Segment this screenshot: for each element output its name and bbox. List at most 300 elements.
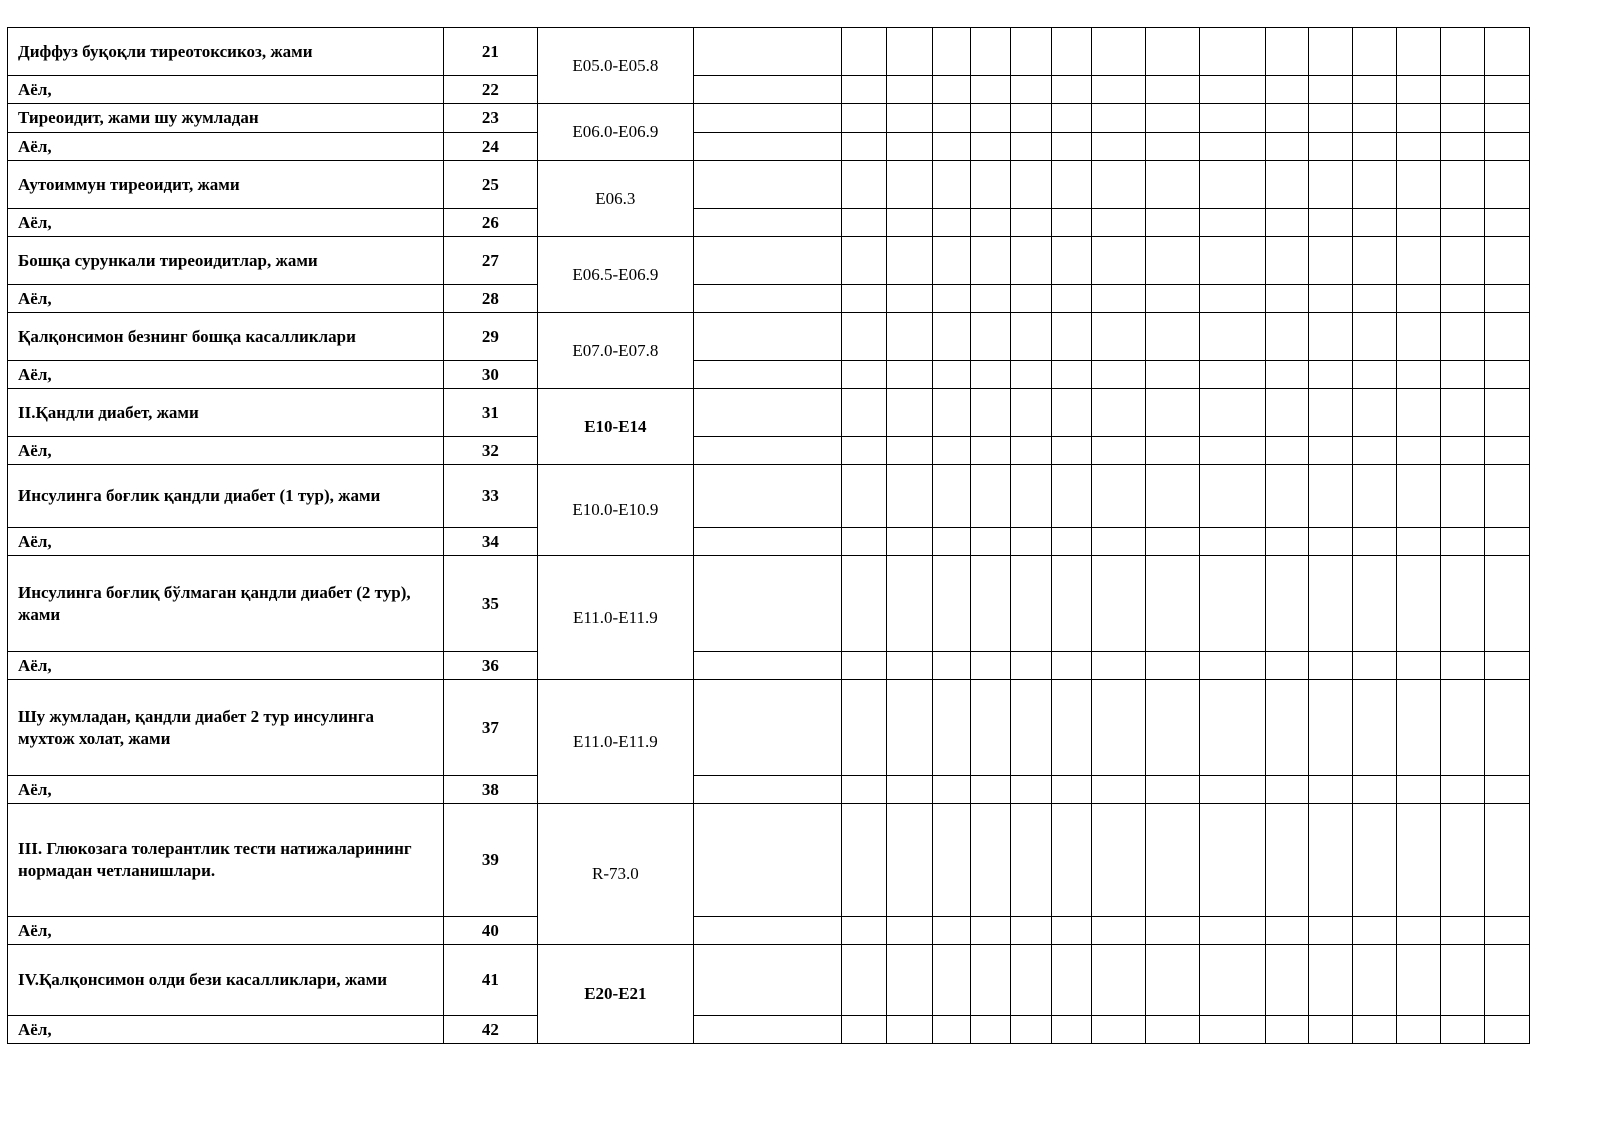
empty-data-cell	[1092, 528, 1146, 556]
empty-data-cell	[1309, 465, 1353, 528]
empty-data-cell	[841, 556, 886, 652]
empty-data-cell	[1353, 361, 1397, 389]
empty-data-cell	[1265, 209, 1309, 237]
empty-data-cell	[1397, 76, 1441, 104]
empty-data-cell	[932, 556, 970, 652]
empty-data-cell	[1052, 804, 1092, 917]
table-row	[8, 528, 1530, 556]
empty-data-cell	[1397, 361, 1441, 389]
row-number-cell: 40	[443, 917, 537, 945]
table-row	[8, 680, 1530, 776]
empty-data-cell	[1052, 104, 1092, 133]
empty-data-cell	[1353, 285, 1397, 313]
empty-data-cell	[1484, 104, 1529, 133]
empty-data-cell	[1146, 776, 1200, 804]
empty-data-cell	[932, 917, 970, 945]
row-number-cell: 29	[443, 313, 537, 361]
empty-data-cell	[1200, 465, 1265, 528]
empty-data-cell	[1092, 313, 1146, 361]
empty-data-cell	[1052, 361, 1092, 389]
empty-data-cell	[970, 680, 1011, 776]
empty-data-cell	[1052, 465, 1092, 528]
empty-data-cell	[932, 1016, 970, 1044]
table-row	[8, 917, 1530, 945]
empty-data-cell	[1011, 104, 1052, 133]
empty-data-cell	[1441, 652, 1485, 680]
empty-data-cell	[1092, 945, 1146, 1016]
table-row	[8, 652, 1530, 680]
empty-data-cell	[1309, 804, 1353, 917]
table-row	[8, 161, 1530, 209]
empty-data-cell	[1353, 161, 1397, 209]
empty-data-cell	[1146, 285, 1200, 313]
empty-data-cell	[1441, 1016, 1485, 1044]
empty-data-cell	[1011, 776, 1052, 804]
empty-data-cell	[932, 528, 970, 556]
empty-data-cell	[886, 776, 932, 804]
empty-data-cell	[1265, 1016, 1309, 1044]
empty-data-cell	[1265, 528, 1309, 556]
empty-data-cell	[1052, 237, 1092, 285]
row-name-cell: IV.Қалқонсимон олди бези касалликлари, жами	[8, 945, 444, 1016]
empty-data-cell	[1484, 361, 1529, 389]
empty-data-cell	[1265, 28, 1309, 76]
row-number-cell: 32	[443, 437, 537, 465]
row-number-cell: 35	[443, 556, 537, 652]
empty-data-cell	[1146, 528, 1200, 556]
empty-data-cell	[1200, 133, 1265, 161]
row-name-cell: Шу жумладан, қандли диабет 2 тур инсулинга мухтож холат, жами	[8, 680, 444, 776]
empty-data-cell	[841, 389, 886, 437]
table-row	[8, 28, 1530, 76]
row-number-cell: 23	[443, 104, 537, 133]
empty-data-cell	[1397, 313, 1441, 361]
empty-data-cell	[1441, 804, 1485, 917]
empty-data-cell	[1353, 652, 1397, 680]
empty-data-cell	[1200, 1016, 1265, 1044]
empty-data-cell	[1309, 556, 1353, 652]
empty-data-cell	[693, 161, 841, 209]
empty-data-cell	[886, 804, 932, 917]
icd-code-cell: E06.0-E06.9	[537, 104, 693, 161]
empty-data-cell	[1146, 104, 1200, 133]
empty-data-cell	[1397, 161, 1441, 209]
empty-data-cell	[1353, 804, 1397, 917]
empty-data-cell	[1441, 133, 1485, 161]
row-name-cell: Аутоиммун тиреоидит, жами	[8, 161, 444, 209]
empty-data-cell	[886, 313, 932, 361]
empty-data-cell	[1052, 313, 1092, 361]
empty-data-cell	[1200, 161, 1265, 209]
empty-data-cell	[841, 28, 886, 76]
icd-code-cell: E06.3	[537, 161, 693, 237]
empty-data-cell	[1441, 161, 1485, 209]
empty-data-cell	[1484, 133, 1529, 161]
empty-data-cell	[970, 285, 1011, 313]
empty-data-cell	[1484, 680, 1529, 776]
empty-data-cell	[1353, 556, 1397, 652]
empty-data-cell	[1052, 133, 1092, 161]
empty-data-cell	[1200, 285, 1265, 313]
empty-data-cell	[1484, 945, 1529, 1016]
empty-data-cell	[1397, 285, 1441, 313]
empty-data-cell	[1353, 945, 1397, 1016]
empty-data-cell	[1397, 133, 1441, 161]
row-number-cell: 25	[443, 161, 537, 209]
empty-data-cell	[1484, 1016, 1529, 1044]
empty-data-cell	[841, 76, 886, 104]
empty-data-cell	[1441, 209, 1485, 237]
empty-data-cell	[1011, 528, 1052, 556]
empty-data-cell	[1265, 76, 1309, 104]
empty-data-cell	[1146, 389, 1200, 437]
table-row	[8, 361, 1530, 389]
empty-data-cell	[1484, 917, 1529, 945]
icd-code-cell: E07.0-E07.8	[537, 313, 693, 389]
row-name-cell: Тиреоидит, жами шу жумладан	[8, 104, 444, 133]
empty-data-cell	[932, 133, 970, 161]
icd-code-cell: R-73.0	[537, 804, 693, 945]
empty-data-cell	[1092, 389, 1146, 437]
empty-data-cell	[693, 1016, 841, 1044]
empty-data-cell	[1052, 437, 1092, 465]
empty-data-cell	[1353, 465, 1397, 528]
empty-data-cell	[1265, 285, 1309, 313]
empty-data-cell	[932, 680, 970, 776]
empty-data-cell	[1397, 680, 1441, 776]
empty-data-cell	[1441, 680, 1485, 776]
empty-data-cell	[1397, 804, 1441, 917]
empty-data-cell	[886, 437, 932, 465]
empty-data-cell	[841, 437, 886, 465]
empty-data-cell	[841, 652, 886, 680]
empty-data-cell	[1146, 917, 1200, 945]
empty-data-cell	[1353, 776, 1397, 804]
empty-data-cell	[970, 556, 1011, 652]
empty-data-cell	[1265, 652, 1309, 680]
empty-data-cell	[1309, 652, 1353, 680]
empty-data-cell	[1052, 209, 1092, 237]
empty-data-cell	[1092, 237, 1146, 285]
empty-data-cell	[970, 1016, 1011, 1044]
row-name-cell: Аёл,	[8, 528, 444, 556]
empty-data-cell	[1265, 776, 1309, 804]
empty-data-cell	[1309, 133, 1353, 161]
empty-data-cell	[1441, 917, 1485, 945]
empty-data-cell	[1011, 237, 1052, 285]
empty-data-cell	[886, 389, 932, 437]
empty-data-cell	[1309, 285, 1353, 313]
empty-data-cell	[1200, 556, 1265, 652]
empty-data-cell	[1484, 313, 1529, 361]
empty-data-cell	[1265, 313, 1309, 361]
row-number-cell: 26	[443, 209, 537, 237]
empty-data-cell	[970, 104, 1011, 133]
table-row	[8, 285, 1530, 313]
empty-data-cell	[1146, 133, 1200, 161]
row-name-cell: Аёл,	[8, 776, 444, 804]
empty-data-cell	[1200, 776, 1265, 804]
empty-data-cell	[1200, 104, 1265, 133]
empty-data-cell	[1011, 209, 1052, 237]
empty-data-cell	[1484, 652, 1529, 680]
empty-data-cell	[1484, 804, 1529, 917]
empty-data-cell	[693, 917, 841, 945]
empty-data-cell	[841, 313, 886, 361]
empty-data-cell	[1052, 556, 1092, 652]
empty-data-cell	[1484, 556, 1529, 652]
empty-data-cell	[1265, 556, 1309, 652]
empty-data-cell	[970, 917, 1011, 945]
row-number-cell: 38	[443, 776, 537, 804]
table-row	[8, 76, 1530, 104]
empty-data-cell	[1200, 437, 1265, 465]
empty-data-cell	[1092, 209, 1146, 237]
empty-data-cell	[886, 361, 932, 389]
empty-data-cell	[1011, 945, 1052, 1016]
empty-data-cell	[1265, 133, 1309, 161]
empty-data-cell	[1011, 465, 1052, 528]
empty-data-cell	[1397, 389, 1441, 437]
row-number-cell: 31	[443, 389, 537, 437]
empty-data-cell	[886, 465, 932, 528]
empty-data-cell	[932, 313, 970, 361]
empty-data-cell	[1052, 945, 1092, 1016]
empty-data-cell	[1397, 1016, 1441, 1044]
empty-data-cell	[970, 313, 1011, 361]
empty-data-cell	[1265, 389, 1309, 437]
empty-data-cell	[1397, 556, 1441, 652]
empty-data-cell	[1011, 76, 1052, 104]
empty-data-cell	[1092, 556, 1146, 652]
empty-data-cell	[1353, 680, 1397, 776]
empty-data-cell	[1265, 361, 1309, 389]
empty-data-cell	[693, 652, 841, 680]
row-name-cell: Аёл,	[8, 1016, 444, 1044]
empty-data-cell	[841, 776, 886, 804]
row-name-cell: Аёл,	[8, 76, 444, 104]
row-number-cell: 33	[443, 465, 537, 528]
empty-data-cell	[841, 237, 886, 285]
empty-data-cell	[886, 104, 932, 133]
row-number-cell: 39	[443, 804, 537, 917]
row-name-cell: Аёл,	[8, 133, 444, 161]
row-number-cell: 36	[443, 652, 537, 680]
table-row	[8, 465, 1530, 528]
empty-data-cell	[1200, 680, 1265, 776]
empty-data-cell	[886, 917, 932, 945]
empty-data-cell	[970, 652, 1011, 680]
row-number-cell: 41	[443, 945, 537, 1016]
empty-data-cell	[1353, 209, 1397, 237]
empty-data-cell	[1092, 1016, 1146, 1044]
empty-data-cell	[1146, 237, 1200, 285]
empty-data-cell	[1092, 133, 1146, 161]
row-name-cell: Инсулинга боғлиқ бўлмаган қандли диабет (2 тур), жами	[8, 556, 444, 652]
empty-data-cell	[1200, 361, 1265, 389]
row-name-cell: Бошқа сурункали тиреоидитлар, жами	[8, 237, 444, 285]
empty-data-cell	[841, 528, 886, 556]
empty-data-cell	[1052, 28, 1092, 76]
empty-data-cell	[1200, 237, 1265, 285]
empty-data-cell	[841, 465, 886, 528]
empty-data-cell	[1441, 285, 1485, 313]
table-row	[8, 237, 1530, 285]
empty-data-cell	[1397, 237, 1441, 285]
empty-data-cell	[1353, 437, 1397, 465]
empty-data-cell	[1011, 680, 1052, 776]
empty-data-cell	[1011, 389, 1052, 437]
empty-data-cell	[841, 104, 886, 133]
table-row	[8, 209, 1530, 237]
empty-data-cell	[1265, 437, 1309, 465]
empty-data-cell	[841, 161, 886, 209]
row-name-cell: Аёл,	[8, 652, 444, 680]
row-number-cell: 27	[443, 237, 537, 285]
empty-data-cell	[1200, 76, 1265, 104]
empty-data-cell	[1200, 652, 1265, 680]
row-number-cell: 22	[443, 76, 537, 104]
table-row	[8, 389, 1530, 437]
empty-data-cell	[1309, 76, 1353, 104]
empty-data-cell	[1309, 361, 1353, 389]
empty-data-cell	[886, 209, 932, 237]
empty-data-cell	[841, 945, 886, 1016]
empty-data-cell	[1397, 437, 1441, 465]
report-table-page	[7, 27, 1530, 1044]
empty-data-cell	[1484, 237, 1529, 285]
row-name-cell: Қалқонсимон безнинг бошқа касалликлари	[8, 313, 444, 361]
empty-data-cell	[932, 209, 970, 237]
table-row	[8, 437, 1530, 465]
empty-data-cell	[970, 528, 1011, 556]
empty-data-cell	[1265, 917, 1309, 945]
empty-data-cell	[1353, 237, 1397, 285]
empty-data-cell	[1265, 945, 1309, 1016]
empty-data-cell	[1441, 237, 1485, 285]
table-row	[8, 776, 1530, 804]
empty-data-cell	[1052, 285, 1092, 313]
empty-data-cell	[693, 680, 841, 776]
empty-data-cell	[841, 361, 886, 389]
icd-code-cell: E06.5-E06.9	[537, 237, 693, 313]
empty-data-cell	[932, 104, 970, 133]
empty-data-cell	[1146, 465, 1200, 528]
table-row	[8, 104, 1530, 133]
empty-data-cell	[1353, 133, 1397, 161]
empty-data-cell	[1092, 652, 1146, 680]
empty-data-cell	[1011, 285, 1052, 313]
empty-data-cell	[1484, 285, 1529, 313]
empty-data-cell	[970, 76, 1011, 104]
empty-data-cell	[1309, 528, 1353, 556]
empty-data-cell	[1011, 804, 1052, 917]
empty-data-cell	[693, 285, 841, 313]
empty-data-cell	[932, 28, 970, 76]
empty-data-cell	[693, 209, 841, 237]
empty-data-cell	[1200, 389, 1265, 437]
empty-data-cell	[1397, 465, 1441, 528]
empty-data-cell	[1092, 917, 1146, 945]
empty-data-cell	[970, 945, 1011, 1016]
row-name-cell: Инсулинга боғлик қандли диабет (1 тур), жами	[8, 465, 444, 528]
empty-data-cell	[1397, 776, 1441, 804]
empty-data-cell	[1052, 528, 1092, 556]
empty-data-cell	[1146, 313, 1200, 361]
row-name-cell: III. Глюкозага толерантлик тести натижаларининг нормадан четланишлари.	[8, 804, 444, 917]
row-number-cell: 21	[443, 28, 537, 76]
empty-data-cell	[932, 285, 970, 313]
row-name-cell: Аёл,	[8, 917, 444, 945]
empty-data-cell	[693, 465, 841, 528]
empty-data-cell	[1052, 652, 1092, 680]
empty-data-cell	[1011, 28, 1052, 76]
empty-data-cell	[886, 556, 932, 652]
empty-data-cell	[1441, 389, 1485, 437]
empty-data-cell	[1092, 161, 1146, 209]
empty-data-cell	[970, 776, 1011, 804]
empty-data-cell	[1309, 917, 1353, 945]
empty-data-cell	[886, 680, 932, 776]
empty-data-cell	[886, 161, 932, 209]
table-row	[8, 133, 1530, 161]
icd-code-cell: E20-E21	[537, 945, 693, 1044]
empty-data-cell	[1052, 161, 1092, 209]
empty-data-cell	[1309, 680, 1353, 776]
empty-data-cell	[970, 209, 1011, 237]
empty-data-cell	[886, 1016, 932, 1044]
empty-data-cell	[693, 945, 841, 1016]
empty-data-cell	[1441, 556, 1485, 652]
empty-data-cell	[1146, 945, 1200, 1016]
empty-data-cell	[1309, 237, 1353, 285]
empty-data-cell	[1146, 556, 1200, 652]
empty-data-cell	[1200, 528, 1265, 556]
empty-data-cell	[841, 680, 886, 776]
empty-data-cell	[693, 804, 841, 917]
row-name-cell: Аёл,	[8, 437, 444, 465]
empty-data-cell	[932, 76, 970, 104]
empty-data-cell	[693, 133, 841, 161]
empty-data-cell	[841, 1016, 886, 1044]
empty-data-cell	[1484, 161, 1529, 209]
empty-data-cell	[1309, 389, 1353, 437]
empty-data-cell	[886, 652, 932, 680]
empty-data-cell	[1309, 1016, 1353, 1044]
empty-data-cell	[886, 28, 932, 76]
empty-data-cell	[1309, 437, 1353, 465]
empty-data-cell	[1200, 28, 1265, 76]
icd-code-cell: E10.0-E10.9	[537, 465, 693, 556]
empty-data-cell	[1441, 945, 1485, 1016]
empty-data-cell	[932, 945, 970, 1016]
empty-data-cell	[1265, 804, 1309, 917]
empty-data-cell	[1441, 313, 1485, 361]
empty-data-cell	[970, 361, 1011, 389]
empty-data-cell	[1397, 945, 1441, 1016]
empty-data-cell	[1200, 917, 1265, 945]
empty-data-cell	[1397, 209, 1441, 237]
empty-data-cell	[1092, 28, 1146, 76]
row-number-cell: 28	[443, 285, 537, 313]
empty-data-cell	[1092, 104, 1146, 133]
empty-data-cell	[1052, 776, 1092, 804]
empty-data-cell	[1309, 776, 1353, 804]
table-row	[8, 313, 1530, 361]
empty-data-cell	[693, 389, 841, 437]
empty-data-cell	[841, 917, 886, 945]
empty-data-cell	[1146, 28, 1200, 76]
